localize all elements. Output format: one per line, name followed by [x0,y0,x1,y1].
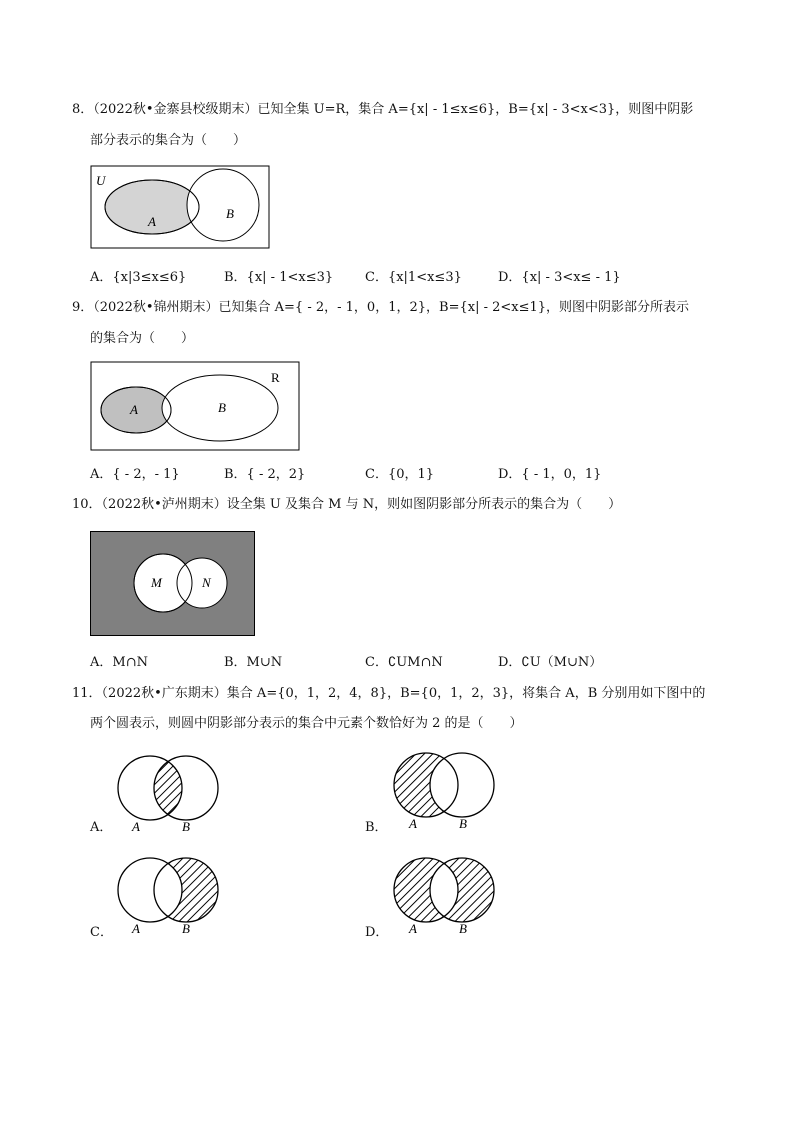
q11-stem-line1: 11．（2022秋•广东期末）集合 A={0，1，2，4，8}，B={0，1，2，3}，将集合 A，B 分别用如下图中的 [72,686,706,701]
q10-stem-line1: 10．（2022秋•泸州期末）设全集 U 及集合 M 与 N，则如图阴影部分所表示的集合为（ ） [72,497,622,512]
q11c-label-a: A [132,921,140,936]
q10-label-n: N [202,575,211,590]
q11-option-c[interactable]: C． [90,925,113,940]
q8-label-u: U [96,173,106,188]
q9-option-b[interactable]: B．{ - 2，2} [224,467,306,482]
q10-label-m: M [151,575,162,590]
q9-option-c[interactable]: C．{0，1} [365,467,435,482]
q9-venn-diagram [90,361,302,453]
q11-option-a-diagram[interactable] [112,750,224,834]
q11-option-a[interactable]: A． [90,820,113,835]
q8-option-b[interactable]: B．{x| - 1<x≤3} [224,270,334,285]
q8-stem-line1: 8．（2022秋•金寨县校级期末）已知全集 U=R，集合 A={x| - 1≤x≤6}，B={x| - 3<x<3}，则图中阴影 [72,102,694,117]
q10-option-c[interactable]: C．∁UM∩N [365,655,443,670]
q11b-label-b: B [459,816,467,831]
q10-option-d[interactable]: D．∁U（M∪N） [498,655,603,670]
q8-label-a: A [148,214,156,229]
q9-option-d[interactable]: D．{ - 1，0，1} [498,467,602,482]
q9-label-a: A [130,402,138,417]
q11-option-d[interactable]: D． [365,925,389,940]
q9-stem-line1: 9．（2022秋•锦州期末）已知集合 A={ - 2，- 1，0，1，2}，B={x| - 2<x≤1}，则图中阴影部分所表示 [72,300,690,315]
q9-label-b: B [218,400,226,415]
q9-label-r: R [271,370,280,385]
q8-venn-diagram [90,165,272,251]
q11c-label-b: B [182,921,190,936]
q11b-label-a: A [409,816,417,831]
q8-option-c[interactable]: C．{x|1<x≤3} [365,270,462,285]
q8-option-a[interactable]: A．{x|3≤x≤6} [90,270,187,285]
q11d-label-a: A [409,921,417,936]
q11-option-b-diagram[interactable] [388,747,500,831]
q10-venn-diagram [90,531,256,637]
q10-option-a[interactable]: A．M∩N [90,655,148,670]
q8-label-b: B [226,206,234,221]
q11-option-d-diagram[interactable] [388,852,500,936]
q11a-label-a: A [132,819,140,834]
q11a-label-b: B [182,819,190,834]
q11-option-c-diagram[interactable] [112,852,224,936]
q11d-label-b: B [459,921,467,936]
q11-stem-line2: 两个圆表示，则圆中阴影部分表示的集合中元素个数恰好为 2 的是（ ） [90,716,523,731]
q8-stem-line2: 部分表示的集合为（ ） [90,133,247,148]
q11-option-b[interactable]: B． [365,820,388,835]
q8-option-d[interactable]: D．{x| - 3<x≤ - 1} [498,270,621,285]
q10-option-b[interactable]: B．M∪N [224,655,283,670]
q9-option-a[interactable]: A．{ - 2，- 1} [90,467,180,482]
q9-stem-line2: 的集合为（ ） [90,331,195,346]
